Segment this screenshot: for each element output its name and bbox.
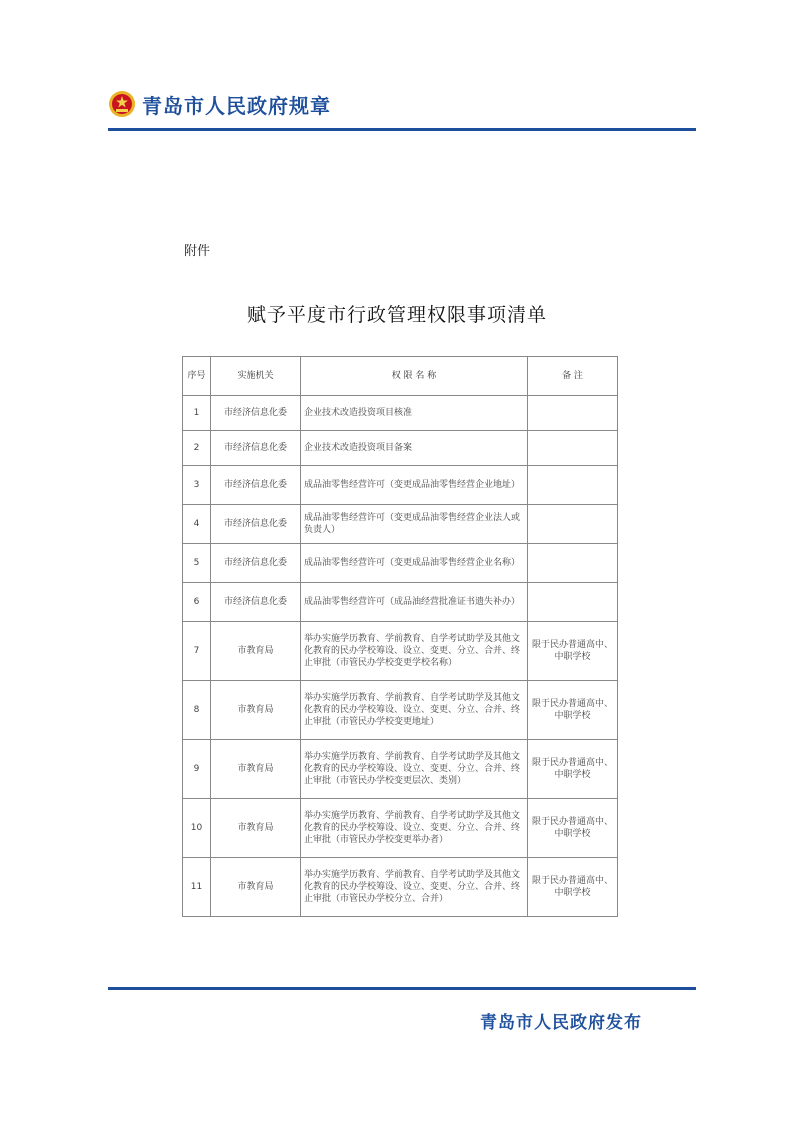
table-row (183, 622, 618, 681)
cell-name: 举办实施学历教育、学前教育、自学考试助学及其他文化教育的民办学校筹设、设立、变更、分立、合并、终止审批（市管民办学校变更举办者） (301, 799, 528, 858)
cell-note: 限于民办普通高中、中职学校 (528, 799, 618, 858)
cell-name: 企业技术改造投资项目备案 (301, 431, 528, 466)
cell-no: 6 (183, 583, 211, 622)
cell-agency: 市经济信息化委 (211, 431, 301, 466)
cell-no: 8 (183, 681, 211, 740)
header-no: 序号 (183, 357, 211, 396)
cell-no: 3 (183, 466, 211, 505)
cell-name: 举办实施学历教育、学前教育、自学考试助学及其他文化教育的民办学校筹设、设立、变更、分立、合并、终止审批（市管民办学校变更学校名称） (301, 622, 528, 681)
cell-note (528, 544, 618, 583)
attachment-label: 附件 (184, 244, 211, 259)
cell-name: 成品油零售经营许可（变更成品油零售经营企业法人或负责人） (301, 505, 528, 544)
cell-no: 1 (183, 396, 211, 431)
table-row (183, 583, 618, 622)
cell-agency: 市经济信息化委 (211, 396, 301, 431)
cell-name: 举办实施学历教育、学前教育、自学考试助学及其他文化教育的民办学校筹设、设立、变更、分立、合并、终止审批（市管民办学校变更地址） (301, 681, 528, 740)
header-rule (108, 128, 696, 131)
cell-agency: 市经济信息化委 (211, 505, 301, 544)
table-row (183, 740, 618, 799)
cell-note (528, 505, 618, 544)
cell-note (528, 431, 618, 466)
header-note: 备 注 (528, 357, 618, 396)
cell-no: 7 (183, 622, 211, 681)
cell-no: 4 (183, 505, 211, 544)
cell-no: 5 (183, 544, 211, 583)
cell-note (528, 466, 618, 505)
permissions-table (182, 356, 617, 917)
cell-note: 限于民办普通高中、中职学校 (528, 622, 618, 681)
cell-note: 限于民办普通高中、中职学校 (528, 740, 618, 799)
table-row (183, 858, 618, 917)
cell-note: 限于民办普通高中、中职学校 (528, 681, 618, 740)
cell-note (528, 583, 618, 622)
cell-no: 2 (183, 431, 211, 466)
cell-name: 举办实施学历教育、学前教育、自学考试助学及其他文化教育的民办学校筹设、设立、变更、分立、合并、终止审批（市管民办学校变更层次、类别） (301, 740, 528, 799)
table-row (183, 396, 618, 431)
cell-note (528, 396, 618, 431)
cell-name: 举办实施学历教育、学前教育、自学考试助学及其他文化教育的民办学校筹设、设立、变更、分立、合并、终止审批（市管民办学校分立、合并） (301, 858, 528, 917)
footer-publisher: 青岛市人民政府发布 (480, 1013, 642, 1033)
table-row (183, 544, 618, 583)
cell-agency: 市教育局 (211, 740, 301, 799)
table-row (183, 799, 618, 858)
cell-no: 11 (183, 858, 211, 917)
cell-no: 9 (183, 740, 211, 799)
table-row (183, 681, 618, 740)
cell-name: 成品油零售经营许可（成品油经营批准证书遗失补办） (301, 583, 528, 622)
page-header (108, 86, 331, 122)
header-agency: 实施机关 (211, 357, 301, 396)
table-row (183, 466, 618, 505)
cell-no: 10 (183, 799, 211, 858)
header-title: 青岛市人民政府规章 (142, 93, 331, 118)
national-emblem-icon (108, 90, 136, 118)
cell-agency: 市经济信息化委 (211, 466, 301, 505)
table-row (183, 505, 618, 544)
cell-name: 成品油零售经营许可（变更成品油零售经营企业名称） (301, 544, 528, 583)
table-header-row (183, 357, 618, 396)
cell-name: 企业技术改造投资项目核准 (301, 396, 528, 431)
cell-agency: 市教育局 (211, 622, 301, 681)
cell-agency: 市教育局 (211, 799, 301, 858)
cell-note: 限于民办普通高中、中职学校 (528, 858, 618, 917)
cell-agency: 市教育局 (211, 858, 301, 917)
table-row (183, 431, 618, 466)
cell-agency: 市教育局 (211, 681, 301, 740)
cell-agency: 市经济信息化委 (211, 544, 301, 583)
header-name: 权 限 名 称 (301, 357, 528, 396)
cell-agency: 市经济信息化委 (211, 583, 301, 622)
document-title: 赋予平度市行政管理权限事项清单 (246, 304, 547, 326)
footer-rule (108, 987, 696, 990)
cell-name: 成品油零售经营许可（变更成品油零售经营企业地址） (301, 466, 528, 505)
